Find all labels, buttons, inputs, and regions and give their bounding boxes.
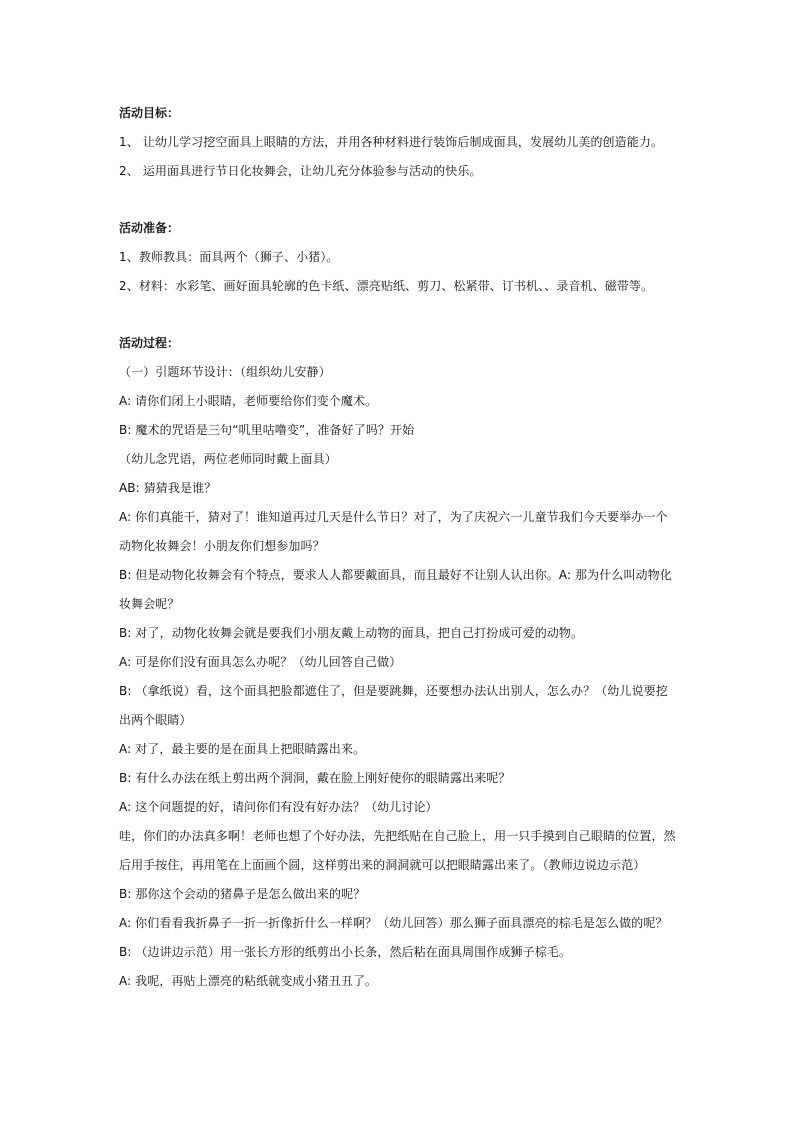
preparation-item-1: 1、教师教具：面具两个（狮子、小猪）。: [119, 250, 339, 264]
process-line: 妆舞会呢？: [119, 597, 180, 611]
process-line: 出两个眼睛）: [119, 713, 192, 727]
process-line: B: 有什么办法在纸上剪出两个洞洞，戴在脸上刚好使你的眼睛露出来呢？: [119, 771, 511, 785]
goal-item-2: 2、 运用面具进行节日化妆舞会，让幼儿充分体验参与活动的快乐。: [119, 164, 482, 178]
process-line: A: 你们真能干，猜对了！谁知道再过几天是什么节日？对了，为了庆祝六一儿童节我们今天要举办一个: [119, 510, 668, 524]
process-heading: 活动过程：: [119, 336, 180, 350]
process-line: 动物化妆舞会！小朋友你们想参加吗？: [119, 539, 325, 553]
process-line: A: 可是你们没有面具怎么办呢？（幼儿回答自己做）: [119, 655, 402, 669]
preparation-heading: 活动准备：: [119, 221, 180, 235]
process-line: 后用手按住，再用笔在上面画个圆，这样剪出来的洞洞就可以把眼睛露出来了。（教师边说边示范）: [119, 858, 646, 872]
process-line: AB: 猜猜我是谁？: [119, 481, 217, 495]
process-line: B: （拿纸说）看，这个面具把脸都遮住了，但是要跳舞，还要想办法认出别人，怎么办？（幼儿说要挖: [119, 684, 668, 698]
goals-heading: 活动目标：: [119, 106, 180, 120]
process-line: （幼儿念咒语，两位老师同时戴上面具）: [119, 452, 337, 466]
process-line: B: 对了，动物化妆舞会就是要我们小朋友戴上动物的面具，把自己打扮成可爱的动物。: [119, 626, 584, 640]
preparation-item-2: 2、材料：水彩笔、画好面具轮廓的色卡纸、漂亮贴纸、剪刀、松紧带、订书机、、录音机、磁带等。: [119, 279, 654, 293]
section-spacer: [119, 301, 679, 329]
goal-item-1: 1、 让幼儿学习挖空面具上眼睛的方法，并用各种材料进行装饰后制成面具，发展幼儿美的创造能力。: [119, 135, 664, 149]
process-line: B: （边讲边示范）用一张长方形的纸剪出小长条，然后粘在面具周围作成狮子棕毛。: [119, 945, 571, 959]
process-line: A: 这个问题提的好，请问你们有没有好办法？（幼儿讨论）: [119, 800, 438, 814]
process-line: A: 对了，最主要的是在面具上把眼睛露出来。: [119, 742, 366, 756]
process-line: （一）引题环节设计：（组织幼儿安静）: [119, 365, 331, 379]
section-spacer: [119, 186, 679, 214]
process-line: B: 但是动物化妆舞会有个特点，要求人人都要戴面具，而且最好不让别人认出你。A: 那为什么叫动物化: [119, 568, 672, 582]
process-line: B: 那你这个会动的猪鼻子是怎么做出来的呢？: [119, 887, 366, 901]
process-line: A: 请你们闭上小眼睛，老师要给你们变个魔术。: [119, 394, 378, 408]
process-line: A: 你们看看我折鼻子一折一折像折什么一样啊？（幼儿回答）那么狮子面具漂亮的棕毛是怎么做的呢？: [119, 916, 668, 930]
document-body: [119, 99, 679, 996]
process-line: B: 魔术的咒语是三句“叽里咕噜变”，准备好了吗？开始: [119, 423, 415, 437]
process-line: A: 我呢，再贴上漂亮的粘纸就变成小猪丑丑了。: [119, 974, 378, 988]
process-line: 哇，你们的办法真多啊！老师也想了个好办法，先把纸贴在自己脸上，用一只手摸到自己眼睛的位置，然: [119, 829, 676, 843]
